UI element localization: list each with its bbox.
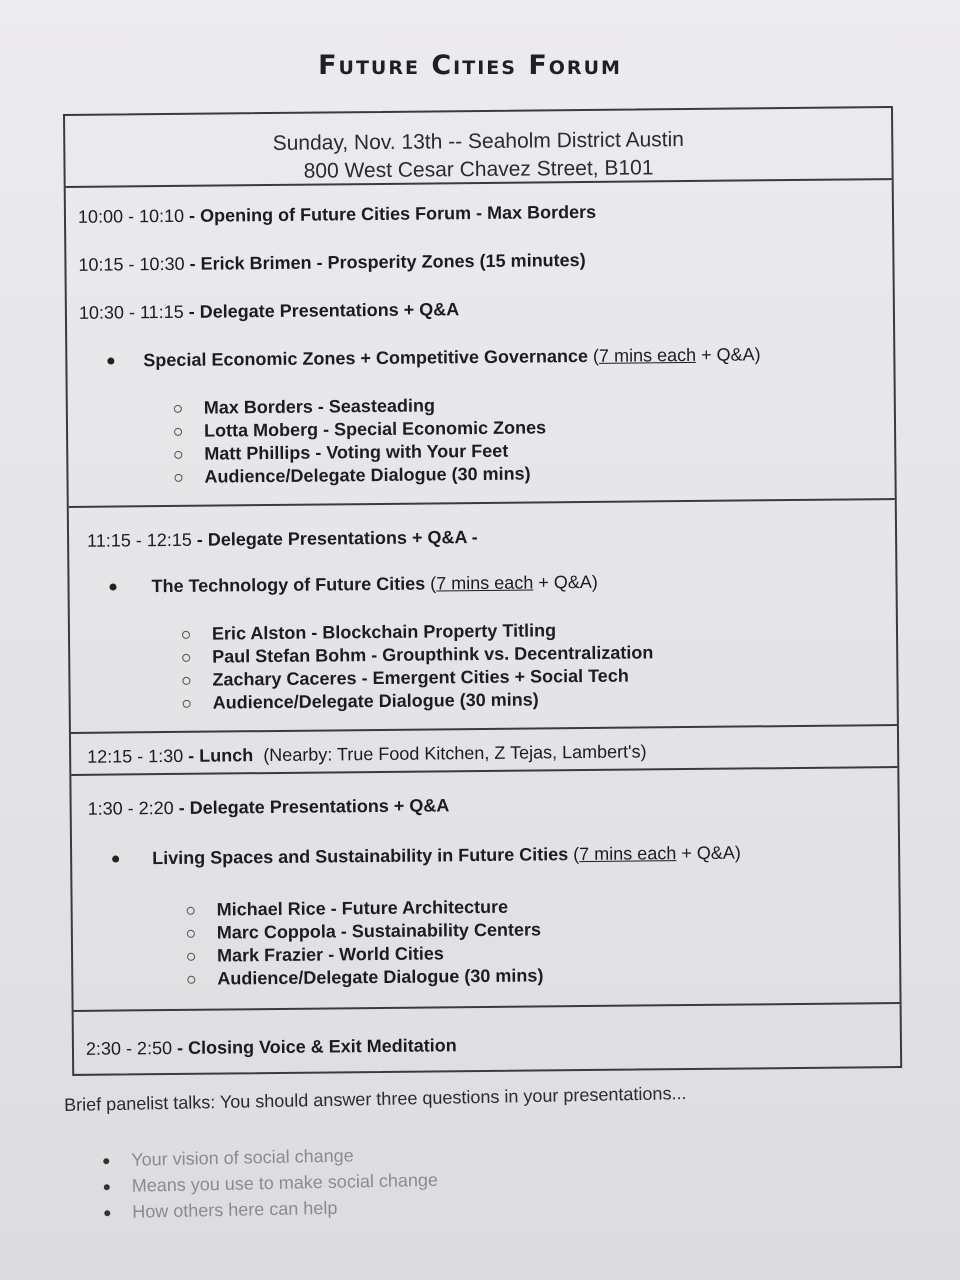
notes-lead: Brief panelist talks: You should answer three questions in your presentations... [64,1083,687,1115]
list-item: Max Borders - Seasteading [68,390,894,421]
agenda-row: 10:30 - 11:15 - Delegate Presentations + Q&A [78,299,460,323]
list-item: Means you use to make social change [66,1158,886,1200]
list-item: How others here can help [66,1184,886,1226]
list-item: Audience/Delegate Dialogue (30 mins) [68,459,894,490]
topic-bullet: The Technology of Future Cities (7 mins each + Q&A) [69,568,895,598]
session-block-1 [66,180,895,508]
agenda-row: 1:30 - 2:20 - Delegate Presentations + Q&A [87,795,450,819]
question-list [65,1132,886,1226]
speaker-list [68,390,895,490]
list-item: Audience/Delegate Dialogue (30 mins) [77,685,897,716]
list-item: Mark Frazier - World Cities [81,938,899,969]
session-block-3 [71,768,899,1012]
agenda-row: 10:00 - 10:10 - Opening of Future Cities Forum - Max Borders [77,201,597,227]
agenda-row: 10:15 - 10:30 - Erick Brimen - Prosperity Zones (15 minutes) [78,249,586,275]
closing-block [74,1004,901,1074]
event-date-venue: Sunday, Nov. 13th -- Seaholm District Austin [272,128,684,155]
schedule-table [63,106,902,1076]
speaker-list [73,892,900,992]
topic-bullet: Living Spaces and Sustainability in Future Cities (7 mins each + Q&A) [72,840,898,870]
list-item: Marc Coppola - Sustainability Centers [81,915,899,946]
list-item: Matt Phillips - Voting with Your Feet [68,436,894,467]
list-item: Paul Stefan Bohm - Groupthink vs. Decentralization [76,639,896,670]
panelist-notes [64,1079,886,1226]
speaker-list [70,616,897,716]
list-item: Michael Rice - Future Architecture [81,892,899,923]
agenda-row: 11:15 - 12:15 - Delegate Presentations + Q&A - [87,527,478,551]
topic-bullet: Special Economic Zones + Competitive Governance (7 mins each + Q&A) [67,342,893,372]
page-title: Future Cities Forum [318,50,622,81]
list-item: Eric Alston - Blockchain Property Titling [76,616,896,647]
list-item: Audience/Delegate Dialogue (30 mins) [81,961,899,992]
list-item: Your vision of social change [65,1132,885,1174]
list-item: Lotta Moberg - Special Economic Zones [68,413,894,444]
session-block-2 [69,500,897,734]
event-header [65,108,892,188]
event-address: 800 West Cesar Chavez Street, B101 [303,156,654,183]
agenda-row-lunch: 12:15 - 1:30 - Lunch (Nearby: True Food Kitchen, Z Tejas, Lambert's) [87,741,647,767]
list-item: Zachary Caceres - Emergent Cities + Social Tech [76,662,896,693]
agenda-row: 2:30 - 2:50 - Closing Voice & Exit Meditation [85,1035,457,1059]
